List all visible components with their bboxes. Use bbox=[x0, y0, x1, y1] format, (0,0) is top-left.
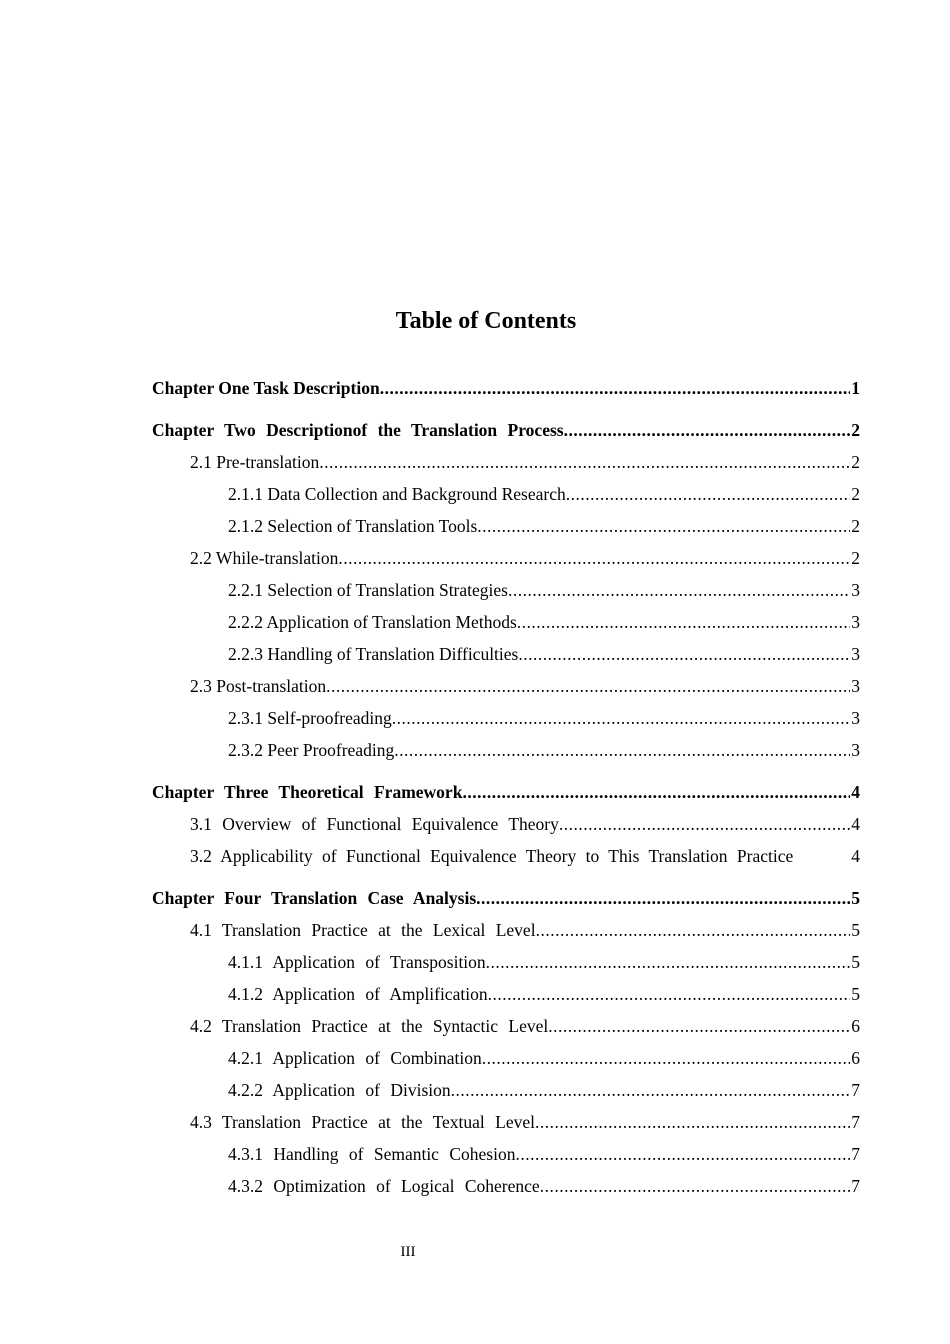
toc-dot-leader bbox=[477, 510, 850, 542]
toc-entry-text: 4.2.2 Application of Division bbox=[228, 1080, 451, 1100]
toc-entry-2-2-3[interactable] bbox=[152, 638, 860, 670]
toc-entry-page: 5 bbox=[851, 952, 860, 972]
toc-dot-leader bbox=[319, 446, 850, 478]
toc-dot-leader bbox=[508, 574, 850, 606]
toc-entry-text: 4.1.2 Application of Amplification bbox=[228, 984, 488, 1004]
toc-entry-2-1-1[interactable] bbox=[152, 478, 860, 510]
toc-entry-page: 3 bbox=[851, 612, 860, 632]
toc-entry-3-1[interactable] bbox=[152, 808, 860, 840]
toc-entry-page: 3 bbox=[851, 676, 860, 696]
toc-entry-text: 3.1 Overview of Functional Equivalence Theory bbox=[190, 814, 559, 834]
toc-entry-text: 4.3.1 Handling of Semantic Cohesion bbox=[228, 1144, 516, 1164]
toc-entry-text: 2.2.2 Application of Translation Methods bbox=[228, 612, 517, 632]
toc-entry-page: 2 bbox=[851, 484, 860, 504]
toc-list bbox=[152, 372, 860, 1202]
toc-dot-leader bbox=[392, 702, 850, 734]
toc-entry-text: 2.1 Pre-translation bbox=[190, 452, 320, 472]
toc-dot-leader bbox=[486, 946, 851, 978]
toc-dot-leader bbox=[518, 638, 850, 670]
toc-entry-4-1[interactable] bbox=[152, 914, 860, 946]
toc-entry-text: 2.3.2 Peer Proofreading bbox=[228, 740, 395, 760]
toc-entry-2-2[interactable] bbox=[152, 542, 860, 574]
toc-entry-page: 7 bbox=[851, 1176, 860, 1196]
toc-entry-page: 5 bbox=[851, 920, 860, 940]
toc-entry-page: 1 bbox=[851, 378, 860, 398]
toc-dot-leader bbox=[517, 606, 851, 638]
toc-dot-leader bbox=[462, 776, 850, 808]
toc-entry-4-3-2[interactable] bbox=[152, 1170, 860, 1202]
toc-dot-leader bbox=[394, 734, 850, 766]
toc-entry-page: 2 bbox=[851, 516, 860, 536]
toc-entry-page: 2 bbox=[851, 548, 860, 568]
toc-entry-4-2[interactable] bbox=[152, 1010, 860, 1042]
toc-entry-2-1-2[interactable] bbox=[152, 510, 860, 542]
toc-entry-page: 4 bbox=[851, 782, 860, 802]
toc-dot-leader bbox=[564, 414, 851, 446]
toc-entry-2-2-1[interactable] bbox=[152, 574, 860, 606]
toc-entry-chapter-four[interactable] bbox=[152, 882, 860, 914]
toc-entry-text: 4.3.2 Optimization of Logical Coherence bbox=[228, 1176, 540, 1196]
toc-entry-4-3-1[interactable] bbox=[152, 1138, 860, 1170]
toc-entry-2-1[interactable] bbox=[152, 446, 860, 478]
toc-entry-text: 4.2 Translation Practice at the Syntactic Level bbox=[190, 1016, 549, 1036]
page-number: III bbox=[400, 1244, 416, 1260]
toc-entry-4-1-1[interactable] bbox=[152, 946, 860, 978]
toc-entry-text: 2.1.1 Data Collection and Background Research bbox=[228, 484, 566, 504]
toc-entry-page: 7 bbox=[851, 1080, 860, 1100]
toc-entry-4-2-1[interactable] bbox=[152, 1042, 860, 1074]
toc-dot-leader bbox=[548, 1010, 850, 1042]
toc-entry-page: 5 bbox=[851, 984, 860, 1004]
toc-entry-page: 4 bbox=[851, 846, 860, 866]
toc-dot-leader bbox=[536, 914, 851, 946]
toc-entry-page: 2 bbox=[851, 420, 860, 440]
toc-entry-chapter-three[interactable] bbox=[152, 776, 860, 808]
toc-entry-text: 2.1.2 Selection of Translation Tools bbox=[228, 516, 478, 536]
toc-dot-leader bbox=[476, 882, 850, 914]
toc-entry-text: 2.2.1 Selection of Translation Strategies bbox=[228, 580, 508, 600]
toc-dot-leader bbox=[535, 1106, 850, 1138]
toc-dot-leader bbox=[566, 478, 851, 510]
toc-entry-text: 2.3 Post-translation bbox=[190, 676, 327, 696]
toc-entry-3-2[interactable] bbox=[152, 840, 860, 872]
toc-dot-leader bbox=[515, 1138, 850, 1170]
toc-entry-text: Chapter Three Theoretical Framework bbox=[152, 782, 463, 802]
toc-entry-page: 3 bbox=[851, 740, 860, 760]
toc-entry-text: Chapter Four Translation Case Analysis bbox=[152, 888, 477, 908]
toc-entry-4-1-2[interactable] bbox=[152, 978, 860, 1010]
toc-dot-leader bbox=[338, 542, 850, 574]
toc-dot-leader bbox=[559, 808, 850, 840]
toc-entry-text: 4.3 Translation Practice at the Textual Level bbox=[190, 1112, 536, 1132]
toc-entry-page: 7 bbox=[851, 1112, 860, 1132]
toc-title: Table of Contents bbox=[395, 308, 577, 334]
toc-entry-page: 4 bbox=[851, 814, 860, 834]
toc-entry-text: Chapter Two Descriptionof the Translation Process bbox=[152, 420, 564, 440]
toc-entry-page: 7 bbox=[851, 1144, 860, 1164]
toc-dot-leader bbox=[482, 1042, 851, 1074]
toc-entry-text: 4.1.1 Application of Transposition bbox=[228, 952, 486, 972]
toc-entry-page: 3 bbox=[851, 580, 860, 600]
toc-entry-page: 3 bbox=[851, 644, 860, 664]
toc-entry-text: Chapter One Task Description bbox=[152, 378, 380, 398]
toc-dot-leader bbox=[326, 670, 850, 702]
toc-entry-text: 3.2 Applicability of Functional Equivalence Theory to This Translation Practice bbox=[190, 846, 794, 866]
toc-entry-chapter-two[interactable] bbox=[152, 414, 860, 446]
toc-entry-chapter-one[interactable] bbox=[152, 372, 860, 404]
toc-entry-page: 5 bbox=[851, 888, 860, 908]
toc-dot-leader bbox=[380, 372, 851, 404]
toc-dot-leader bbox=[540, 1170, 851, 1202]
toc-entry-4-2-2[interactable] bbox=[152, 1074, 860, 1106]
toc-entry-2-3-2[interactable] bbox=[152, 734, 860, 766]
toc-entry-text: 2.3.1 Self-proofreading bbox=[228, 708, 392, 728]
toc-entry-2-2-2[interactable] bbox=[152, 606, 860, 638]
toc-dot-leader bbox=[488, 978, 851, 1010]
toc-entry-page: 6 bbox=[851, 1016, 860, 1036]
toc-entry-page: 3 bbox=[851, 708, 860, 728]
toc-entry-2-3[interactable] bbox=[152, 670, 860, 702]
toc-entry-2-3-1[interactable] bbox=[152, 702, 860, 734]
toc-entry-text: 4.1 Translation Practice at the Lexical Level bbox=[190, 920, 536, 940]
toc-dot-leader bbox=[451, 1074, 851, 1106]
toc-entry-text: 4.2.1 Application of Combination bbox=[228, 1048, 482, 1068]
toc-entry-text: 2.2.3 Handling of Translation Difficulties bbox=[228, 644, 519, 664]
toc-entry-4-3[interactable] bbox=[152, 1106, 860, 1138]
toc-entry-text: 2.2 While-translation bbox=[190, 548, 339, 568]
toc-entry-page: 6 bbox=[851, 1048, 860, 1068]
toc-entry-page: 2 bbox=[851, 452, 860, 472]
